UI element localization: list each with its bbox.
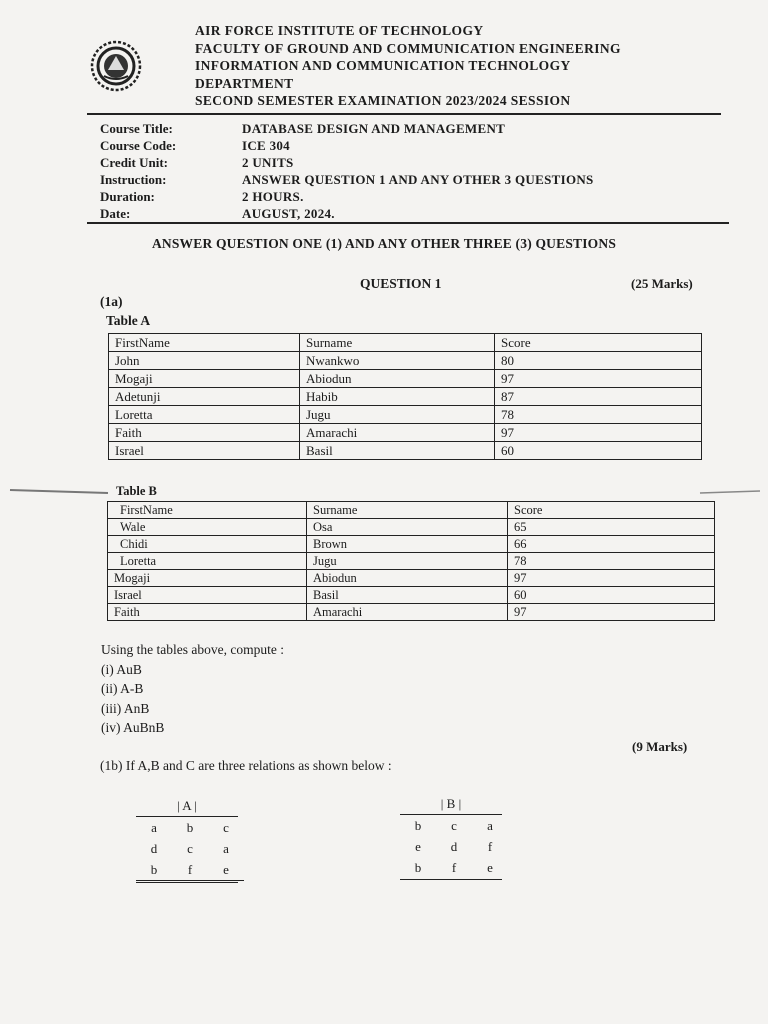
compute-item: (i) AuB: [101, 661, 142, 677]
institute-crest-logo: [90, 40, 142, 92]
relation-row: [400, 857, 508, 878]
relation-cell: b: [150, 861, 158, 877]
table-header-cell: Score: [495, 334, 702, 352]
table-cell: 60: [495, 442, 702, 460]
compute-item: (iv) AuBnB: [101, 720, 165, 735]
relation-cell: b: [414, 817, 422, 833]
table-cell: 97: [508, 570, 715, 587]
relation-row: [136, 859, 244, 881]
meta-value: 2 UNITS: [242, 155, 294, 170]
table-cell: Adetunji: [109, 388, 300, 406]
relation-cell: a: [223, 840, 229, 856]
date-row: [100, 205, 594, 222]
institute-name: AIR FORCE INSTITUTE OF TECHNOLOGY: [195, 23, 484, 38]
relation-b-table: [400, 815, 508, 878]
table-header-cell: Surname: [300, 334, 495, 352]
table-cell: Faith: [108, 604, 307, 621]
meta-label: Course Title:: [100, 121, 173, 136]
table-cell: 97: [495, 370, 702, 388]
table-cell: Wale: [108, 519, 307, 536]
part-1a-marks: (9 Marks): [632, 739, 688, 754]
duration-row: [100, 188, 594, 205]
table-cell: Abiodun: [307, 570, 508, 587]
table-cell: John: [109, 352, 300, 370]
relation-a-table: [136, 817, 244, 881]
meta-value: 2 HOURS.: [242, 189, 304, 204]
table-row: [109, 388, 702, 406]
relation-row: [400, 815, 508, 836]
exam-header: [195, 22, 621, 110]
table-cell: Habib: [300, 388, 495, 406]
relation-cell: c: [223, 819, 229, 835]
table-a: [108, 333, 702, 460]
table-cell: Israel: [108, 587, 307, 604]
meta-label: Credit Unit:: [100, 155, 169, 170]
relation-cell: a: [151, 819, 157, 835]
table-row: [109, 406, 702, 424]
table-cell: Osa: [307, 519, 508, 536]
relation-b-title: | B |: [400, 796, 502, 815]
table-cell: Israel: [109, 442, 300, 460]
relation-cell: f: [487, 838, 493, 854]
instruction-row: [100, 171, 594, 188]
table-row: [108, 570, 715, 587]
relation-cell: b: [186, 819, 194, 835]
compute-intro: Using the tables above, compute :: [101, 642, 284, 657]
department-line-2: DEPARTMENT: [195, 75, 294, 91]
relation-a-title: | A |: [136, 798, 238, 817]
course-details: [100, 120, 594, 222]
relation-cell: b: [414, 859, 422, 875]
table-cell: Mogaji: [108, 570, 307, 587]
table-cell: 97: [508, 604, 715, 621]
table-cell: Abiodun: [300, 370, 495, 388]
meta-label: Course Code:: [100, 138, 177, 153]
scan-artifact-line: [700, 491, 760, 493]
table-row: [109, 424, 702, 442]
meta-value: AUGUST, 2024.: [242, 206, 335, 221]
table-cell: Amarachi: [307, 604, 508, 621]
meta-value: DATABASE DESIGN AND MANAGEMENT: [242, 121, 506, 136]
meta-label: Date:: [100, 206, 131, 221]
table-cell: Loretta: [109, 406, 300, 424]
table-header-row: [109, 334, 702, 352]
table-cell: 78: [508, 553, 715, 570]
table-row: [108, 604, 715, 621]
table-cell: 78: [495, 406, 702, 424]
table-header-cell: FirstName: [109, 334, 300, 352]
table-b: [107, 501, 715, 621]
course-code-row: [100, 137, 594, 154]
relation-cell: f: [451, 859, 457, 875]
table-header-cell: Score: [508, 502, 715, 519]
table-header-row: [108, 502, 715, 519]
department-line-1: INFORMATION AND COMMUNICATION TECHNOLOGY: [195, 58, 571, 73]
table-cell: Basil: [300, 442, 495, 460]
relation-a: [136, 798, 244, 883]
credit-unit-row: [100, 154, 594, 171]
meta-label: Instruction:: [100, 172, 167, 187]
table-header-cell: Surname: [307, 502, 508, 519]
meta-label: Duration:: [100, 189, 155, 204]
table-cell: 80: [495, 352, 702, 370]
table-cell: 97: [495, 424, 702, 442]
relation-a-underline: [136, 882, 238, 883]
table-cell: Amarachi: [300, 424, 495, 442]
table-cell: Nwankwo: [300, 352, 495, 370]
table-row: [108, 519, 715, 536]
exam-session: SECOND SEMESTER EXAMINATION 2023/2024 SESSION: [195, 93, 571, 108]
table-cell: Brown: [307, 536, 508, 553]
table-row: [109, 442, 702, 460]
header-divider: [87, 113, 721, 115]
table-a-caption: Table A: [106, 313, 151, 328]
relation-b: [400, 796, 508, 880]
table-cell: Jugu: [300, 406, 495, 424]
faculty-name: FACULTY OF GROUND AND COMMUNICATION ENGINEERING: [195, 40, 621, 56]
table-row: [108, 553, 715, 570]
part-1b-prompt: (1b) If A,B and C are three relations as shown below :: [100, 758, 392, 773]
table-row: [108, 587, 715, 604]
table-cell: Chidi: [108, 536, 307, 553]
relation-b-underline: [400, 879, 502, 880]
relation-cell: a: [487, 817, 493, 833]
table-cell: 87: [495, 388, 702, 406]
table-header-cell: FirstName: [108, 502, 307, 519]
table-cell: 60: [508, 587, 715, 604]
relation-cell: e: [415, 838, 421, 854]
relation-cell: c: [451, 817, 457, 833]
meta-divider: [87, 222, 729, 224]
part-1a-label: (1a): [100, 294, 123, 309]
relation-row: [136, 838, 244, 859]
table-cell: 66: [508, 536, 715, 553]
instruction-banner: ANSWER QUESTION ONE (1) AND ANY OTHER THREE (3) QUESTIONS: [151, 236, 617, 251]
relation-cell: e: [487, 859, 493, 875]
question-1-title: QUESTION 1: [360, 276, 442, 291]
compute-item: (ii) A-B: [101, 681, 144, 696]
table-cell: Faith: [109, 424, 300, 442]
relation-row: [400, 836, 508, 857]
relation-cell: e: [223, 861, 229, 877]
compute-block: [101, 640, 284, 738]
relation-cell: d: [450, 838, 458, 854]
meta-value: ANSWER QUESTION 1 AND ANY OTHER 3 QUESTIONS: [242, 172, 594, 187]
scan-artifact-line: [10, 490, 108, 493]
relation-cell: c: [187, 840, 193, 856]
table-row: [108, 536, 715, 553]
relation-row: [136, 817, 244, 838]
relation-cell: f: [187, 861, 193, 877]
table-cell: Jugu: [307, 553, 508, 570]
question-1-marks: (25 Marks): [631, 276, 693, 291]
table-row: [109, 370, 702, 388]
table-cell: Mogaji: [109, 370, 300, 388]
table-row: [109, 352, 702, 370]
table-cell: Loretta: [108, 553, 307, 570]
table-b-caption: Table B: [116, 484, 157, 498]
table-cell: 65: [508, 519, 715, 536]
course-title-row: [100, 120, 594, 137]
relation-cell: d: [150, 840, 158, 856]
table-cell: Basil: [307, 587, 508, 604]
compute-item: (iii) AnB: [101, 700, 150, 716]
meta-value: ICE 304: [242, 138, 290, 153]
